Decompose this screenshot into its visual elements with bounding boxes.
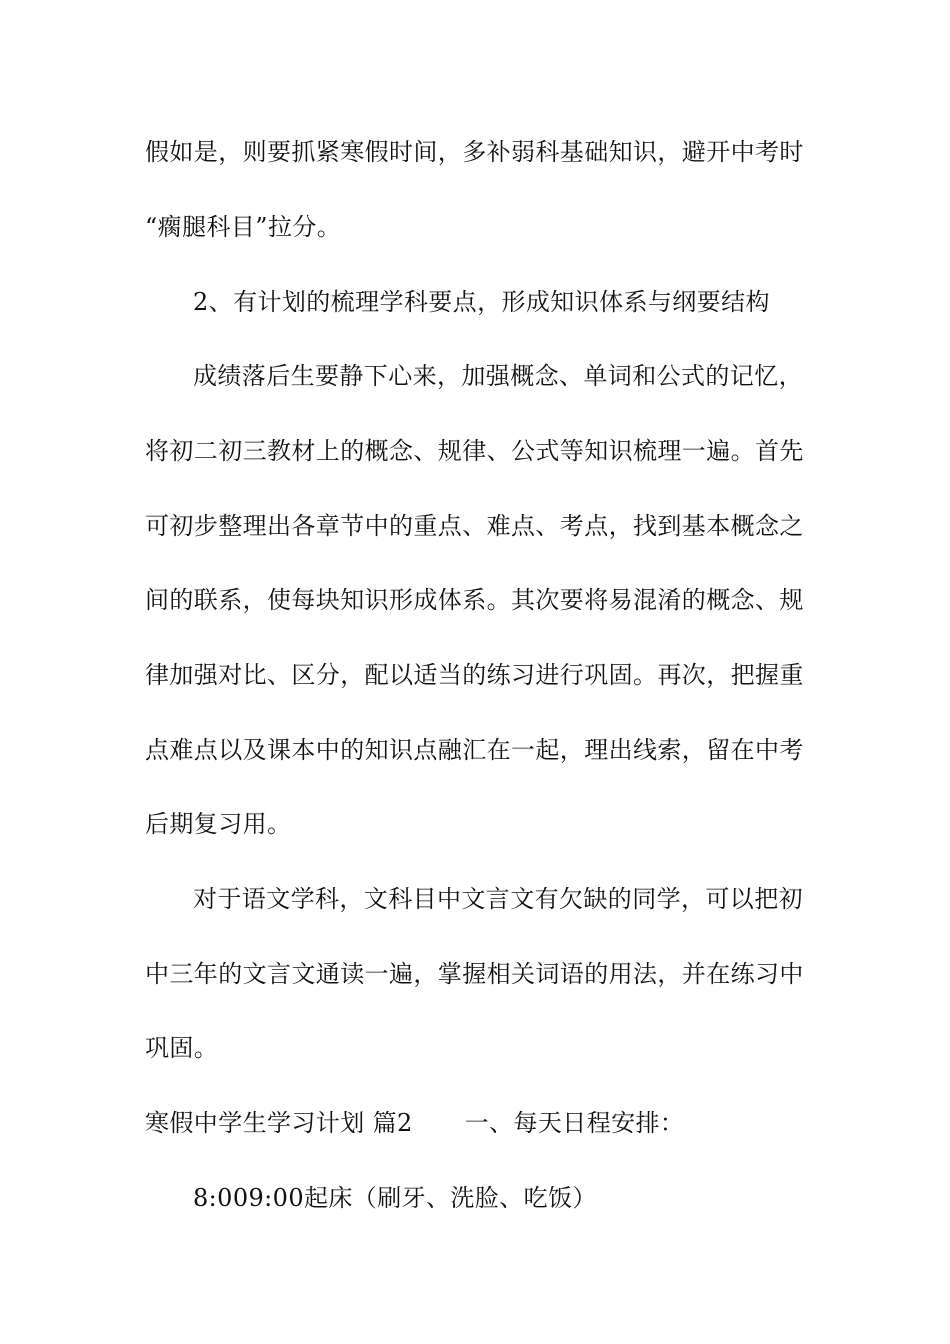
paragraph-line: 将初二初三教材上的概念、规律、公式等知识梳理一遍。首先 — [145, 437, 804, 465]
section-first-item: 一、每天日程安排： — [464, 1109, 685, 1137]
paragraph-line: 后期复习用。 — [145, 810, 292, 838]
section-heading-line — [145, 1106, 805, 1140]
paragraph-line: “瘸腿科目”拉分。 — [145, 213, 342, 241]
section-title: 寒假中学生学习计划 篇2 — [145, 1109, 413, 1137]
paragraph-line: 假如是，则要抓紧寒假时间，多补弱科基础知识，避开中考时 — [145, 138, 804, 166]
paragraph-line: 成绩落后生要静下心来，加强概念、单词和公式的记忆， — [193, 362, 803, 390]
paragraph-line: 对于语文学科，文科目中文言文有欠缺的同学，可以把初 — [193, 885, 803, 913]
paragraph-line: 中三年的文言文通读一遍，掌握相关词语的用法，并在练习中 — [145, 960, 804, 988]
paragraph-line: 巩固。 — [145, 1034, 219, 1062]
schedule-line: 8:009:00起床（刷牙、洗脸、吃饭） — [193, 1184, 597, 1212]
paragraph-line: 点难点以及课本中的知识点融汇在一起，理出线索，留在中考 — [145, 736, 804, 764]
paragraph-line: 律加强对比、区分，配以适当的练习进行巩固。再次，把握重 — [145, 661, 804, 689]
paragraph-line: 间的联系，使每块知识形成体系。其次要将易混淆的概念、规 — [145, 586, 804, 614]
paragraph-line: 可初步整理出各章节中的重点、难点、考点，找到基本概念之 — [145, 512, 804, 540]
subheading: 2、有计划的梳理学科要点，形成知识体系与纲要结构 — [193, 288, 770, 316]
